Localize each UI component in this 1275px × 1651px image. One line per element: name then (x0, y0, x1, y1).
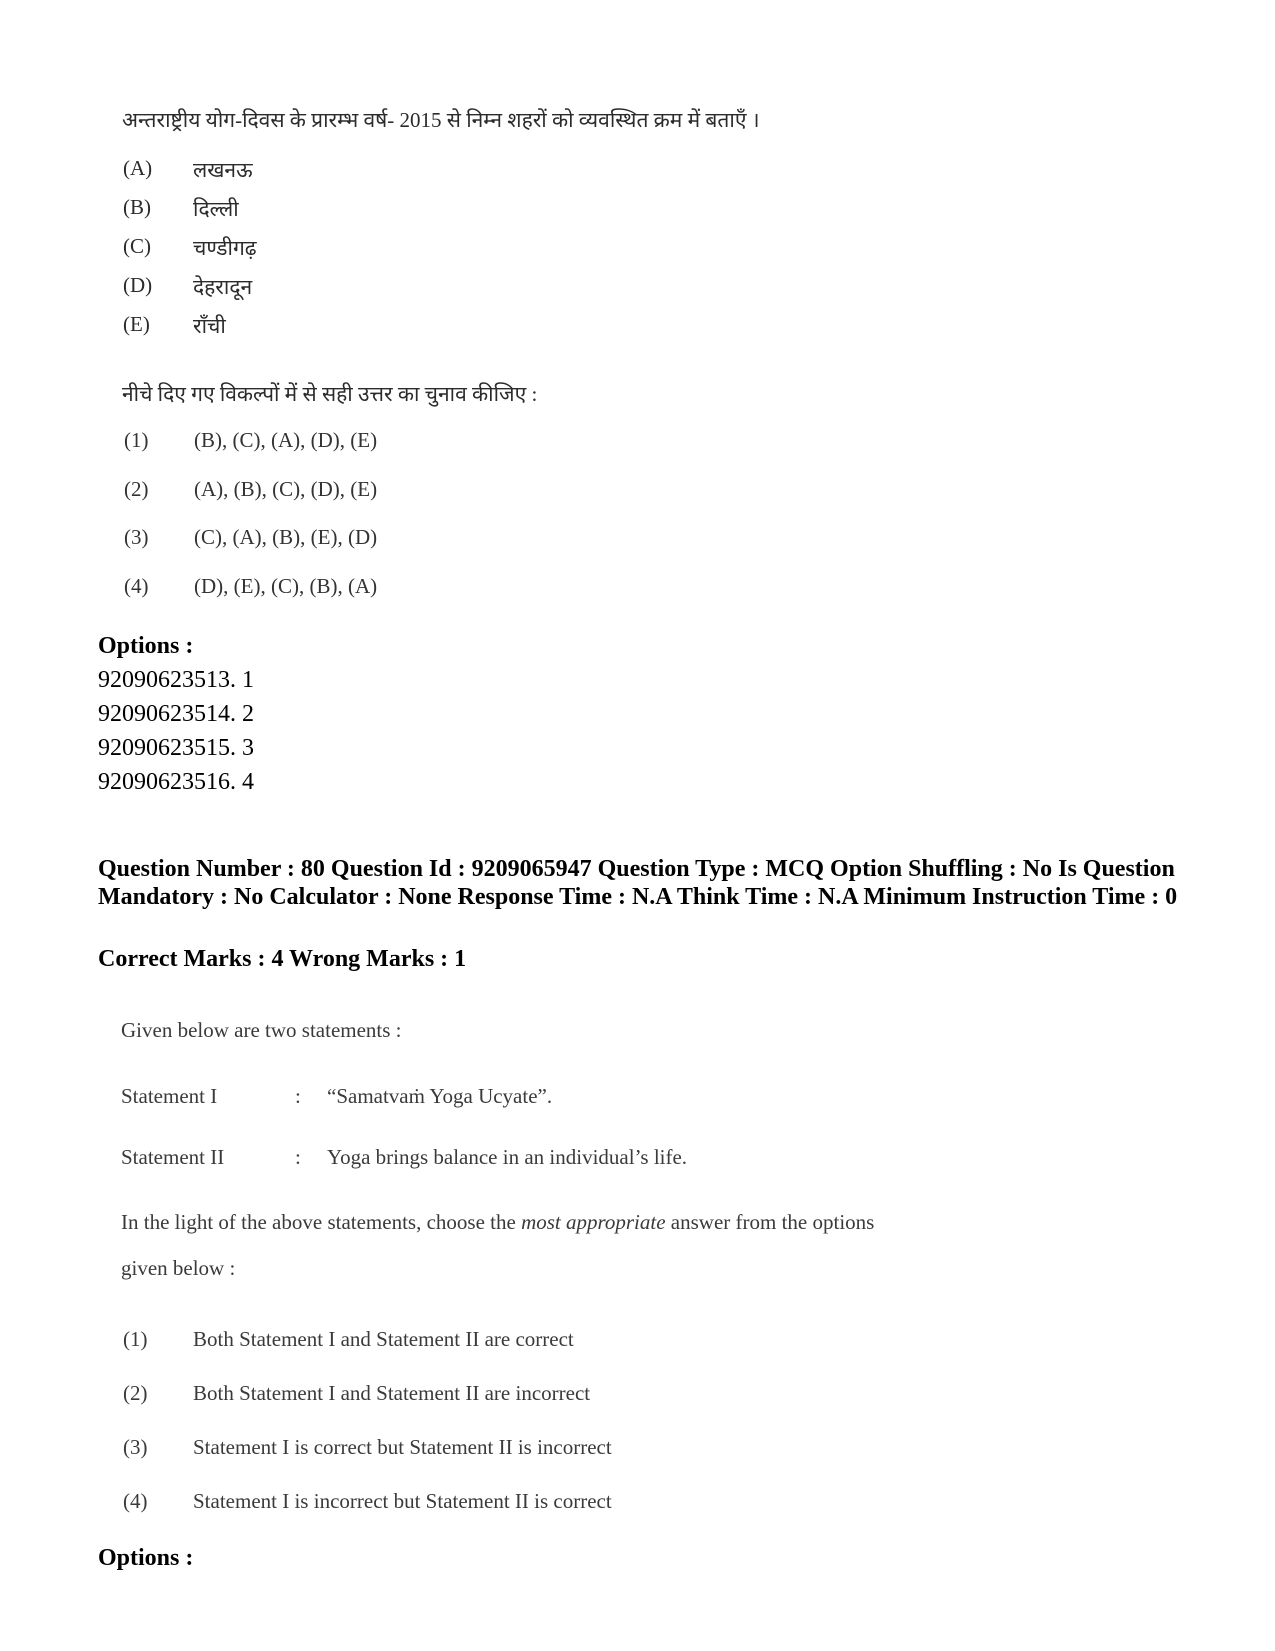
question-79-instruction: नीचे दिए गए विकल्पों में से सही उत्तर का चुनाव कीजिए : (122, 382, 538, 406)
question-80-instruction-line-1 (121, 1210, 874, 1235)
question-80-instruction-line-2: given below : (121, 1256, 236, 1280)
q80-choice-number-4: (4) (123, 1489, 148, 1513)
choice-text-4: (D), (E), (C), (B), (A) (194, 574, 378, 598)
item-text-a: लखनऊ (193, 158, 253, 182)
item-text-e: राँची (193, 314, 226, 338)
instruction-emphasis: most appropriate (521, 1210, 666, 1234)
question-80-marks: Correct Marks : 4 Wrong Marks : 1 (98, 946, 467, 972)
statement-1-text: “Samatvaṁ Yoga Ucyate”. (327, 1084, 553, 1108)
choice-number-2: (2) (124, 477, 149, 501)
choice-text-2: (A), (B), (C), (D), (E) (194, 477, 378, 501)
choice-number-3: (3) (124, 525, 149, 549)
option-id-1: 92090623513. 1 (98, 667, 254, 693)
statement-2-label: Statement II (121, 1145, 225, 1169)
options-heading-q80: Options : (98, 1545, 194, 1571)
item-label-a: (A) (123, 156, 153, 180)
choice-text-1: (B), (C), (A), (D), (E) (194, 428, 378, 452)
q80-choice-text-1: Both Statement I and Statement II are correct (193, 1327, 574, 1351)
question-79-stem: अन्तराष्ट्रीय योग-दिवस के प्रारम्भ वर्ष- 2015 से निम्न शहरों को व्यवस्थित क्रम में बताएँ । (122, 108, 760, 132)
q80-choice-number-2: (2) (123, 1381, 148, 1405)
q80-choice-text-3: Statement I is correct but Statement II is incorrect (193, 1435, 612, 1459)
statement-1-colon: : (295, 1084, 301, 1108)
item-text-d: देहरादून (193, 275, 253, 299)
item-label-e: (E) (123, 312, 150, 336)
item-text-c: चण्डीगढ़ (193, 236, 257, 260)
instruction-suffix: answer from the options (670, 1210, 875, 1234)
choice-text-3: (C), (A), (B), (E), (D) (194, 525, 378, 549)
options-heading: Options : (98, 633, 194, 659)
item-text-b: दिल्ली (193, 197, 239, 221)
item-label-b: (B) (123, 195, 151, 219)
item-label-c: (C) (123, 234, 151, 258)
instruction-prefix: In the light of the above statements, choose the (121, 1210, 516, 1234)
item-label-d: (D) (123, 273, 153, 297)
q80-choice-text-4: Statement I is incorrect but Statement II is correct (193, 1489, 612, 1513)
choice-number-4: (4) (124, 574, 149, 598)
option-id-4: 92090623516. 4 (98, 769, 254, 795)
option-id-3: 92090623515. 3 (98, 735, 254, 761)
statement-1-label: Statement I (121, 1084, 218, 1108)
statement-2-colon: : (295, 1145, 301, 1169)
question-80-intro: Given below are two statements : (121, 1018, 402, 1042)
q80-choice-number-3: (3) (123, 1435, 148, 1459)
q80-choice-text-2: Both Statement I and Statement II are incorrect (193, 1381, 591, 1405)
option-id-2: 92090623514. 2 (98, 701, 254, 727)
question-80-metadata: Question Number : 80 Question Id : 9209065947 Question Type : MCQ Option Shuffling : No Is Question Mandatory : No Calculator : None Response Time : N.A Think Time : N.A Minimum Instruction Time : 0 (98, 856, 1178, 910)
choice-number-1: (1) (124, 428, 149, 452)
q80-choice-number-1: (1) (123, 1327, 148, 1351)
statement-2-text: Yoga brings balance in an individual’s life. (327, 1145, 688, 1169)
